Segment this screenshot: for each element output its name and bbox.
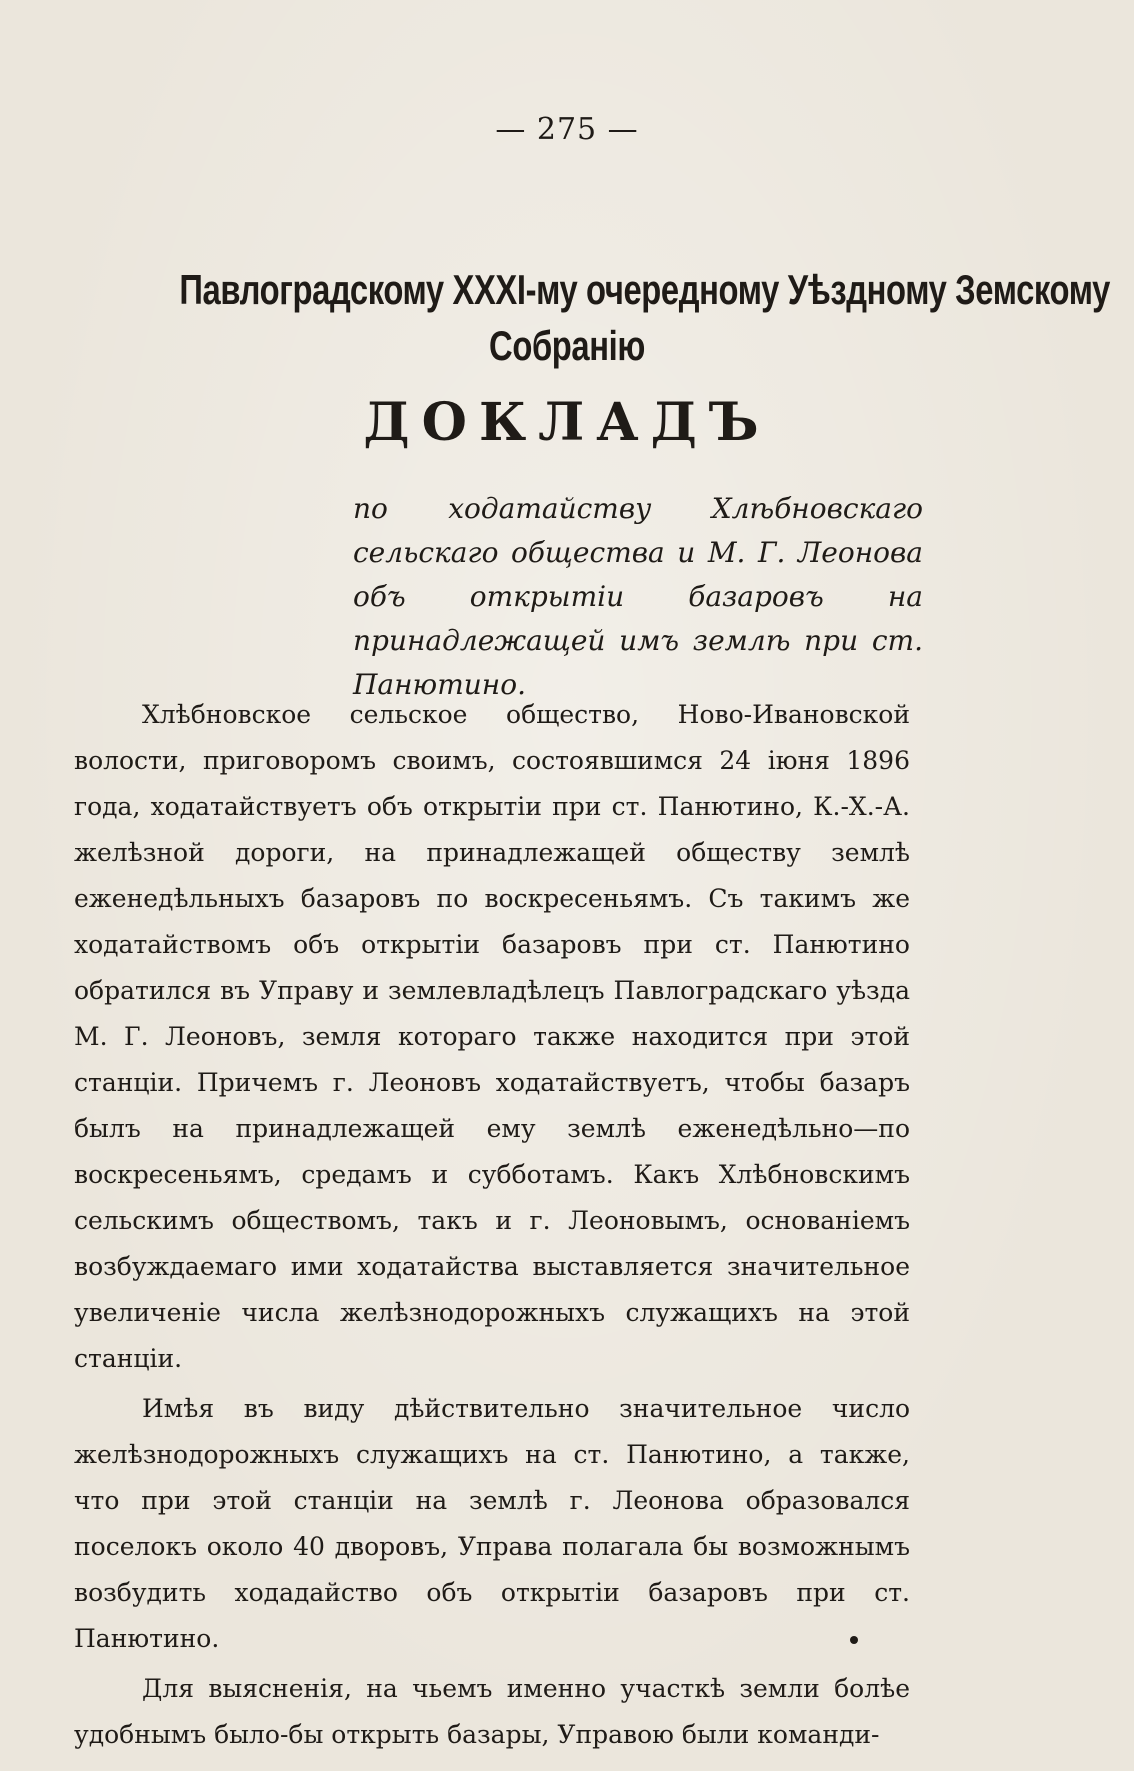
document-subtitle: по ходатайству Хлѣбновскаго сельскаго общества и М. Г. Леонова объ открытіи базаровъ на принадлежащей имъ землѣ при ст. Панютино. bbox=[353, 492, 923, 701]
heading-line-2: Собранію bbox=[489, 322, 645, 369]
ink-dot-mark bbox=[850, 1636, 858, 1644]
heading-line-1: Павлоградскому XXXI-му очередному Уѣздному Земскому bbox=[179, 266, 1110, 313]
paragraph-1: Хлѣбновское сельское общество, Ново-Ивановской волости, приговоромъ своимъ, состоявшимся 24 іюня 1896 года, ходатайствуетъ объ открытіи при ст. Панютино, К.-Х.-А. желѣзной дороги, на принадлежащей обществу землѣ еженедѣльныхъ базаровъ по воскресеньямъ. Съ такимъ же ходатайствомъ объ открытіи базаровъ при ст. Панютино обратился въ Управу и землевладѣлецъ Павлоградскаго уѣзда М. Г. Леоновъ, земля котораго также находится при этой станціи. Причемъ г. Леоновъ ходатайствуетъ, чтобы базаръ былъ на принадлежащей ему землѣ еженедѣльно—по воскресеньямъ, средамъ и субботамъ. Какъ Хлѣбновскимъ сельскимъ обществомъ, такъ и г. Леоновымъ, основаніемъ возбуждаемаго ими ходатайства выставляется значительное увеличеніе числа желѣзнодорожныхъ служащихъ на этой станціи. bbox=[74, 700, 910, 1373]
paragraph-3: Для выясненія, на чьемъ именно участкѣ земли болѣе удобнымъ было-бы открыть базары, Управою были команди- bbox=[74, 1674, 910, 1749]
document-heading bbox=[179, 262, 1110, 374]
paragraph-2: Имѣя въ виду дѣйствительно значительное число желѣзнодорожныхъ служащихъ на ст. Панютино, а также, что при этой станціи на землѣ г. Леонова образовался поселокъ около 40 дворовъ, Управа полагала бы возможнымъ возбудить ходадайство объ открытіи базаровъ при ст. Панютино. bbox=[74, 1394, 910, 1653]
document-title: ДОКЛАДЪ bbox=[363, 392, 771, 453]
page-number: — 275 — bbox=[495, 112, 639, 147]
document-body bbox=[74, 692, 910, 1762]
